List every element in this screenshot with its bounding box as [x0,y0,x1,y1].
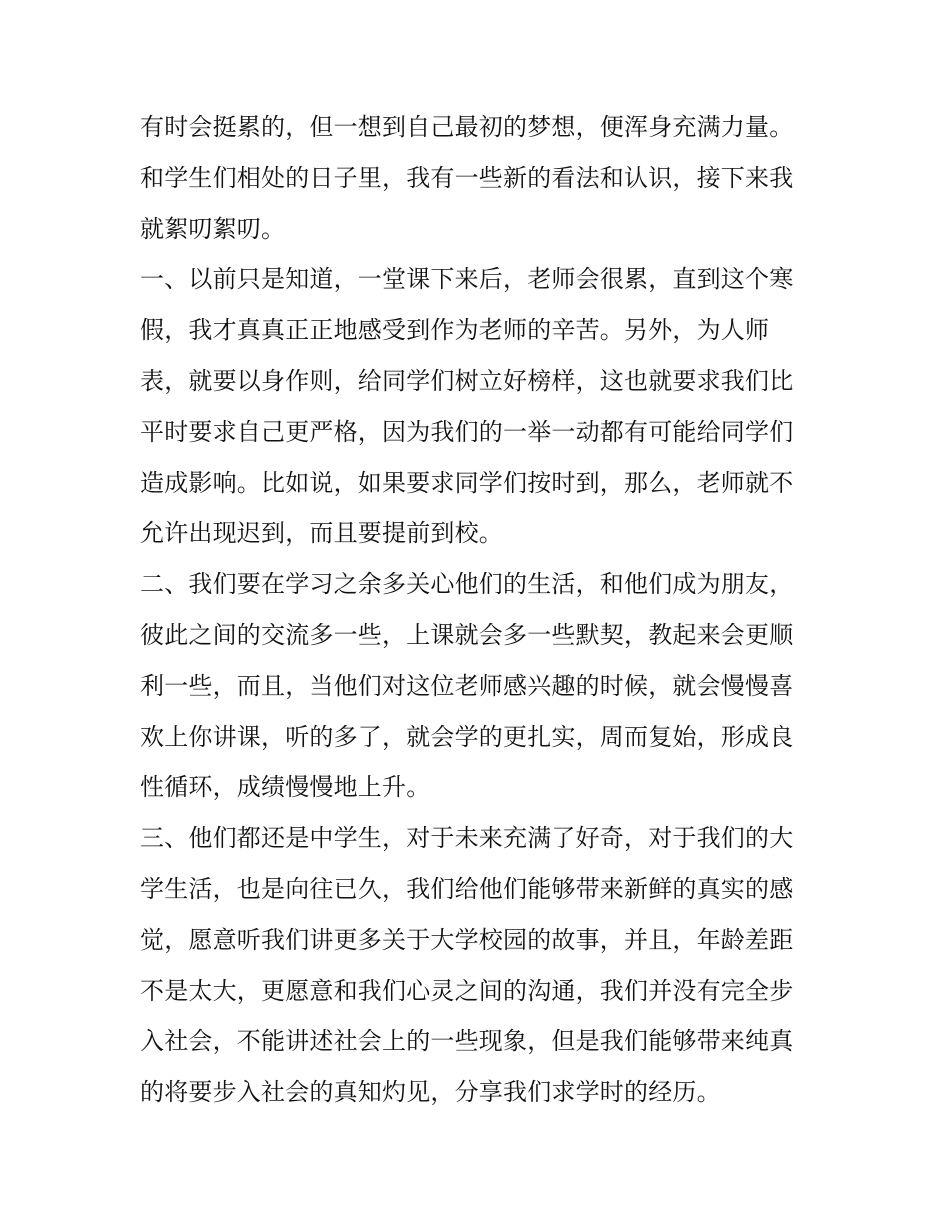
text-line-1: 有时会挺累的，但一想到自己最初的梦想，便浑身充满力量。 [140,113,794,141]
text-line-7: 平时要求自己更严格，因为我们的一举一动都有可能给同学们 [140,417,794,446]
text-line-16: 学生活，也是向往已久，我们给他们能够带来新鲜的真实的感 [140,874,794,903]
text-line-18: 不是太大，更愿意和我们心灵之间的沟通，我们并没有完全步 [140,976,794,1005]
text-line-15: 三、他们都还是中学生，对于未来充满了好奇，对于我们的大 [140,824,794,853]
text-line-9: 允许出现迟到，而且要提前到校。 [140,519,503,548]
text-line-12: 利一些，而且，当他们对这位老师感兴趣的时候，就会慢慢喜 [140,671,794,700]
text-line-4: 一、以前只是知道，一堂课下来后，老师会很累，直到这个寒 [140,265,794,294]
text-line-2: 和学生们相处的日子里，我有一些新的看法和认识，接下来我 [140,163,794,192]
text-line-6: 表，就要以身作则，给同学们树立好榜样，这也就要求我们比 [140,366,794,395]
text-line-13: 欢上你讲课，听的多了，就会学的更扎实，周而复始，形成良 [140,722,794,751]
text-line-3: 就絮叨絮叨。 [140,214,286,243]
text-line-20: 的将要步入社会的真知灼见，分享我们求学时的经历。 [140,1078,721,1107]
body-text [140,102,820,1118]
text-line-8: 造成影响。比如说，如果要求同学们按时到，那么，老师就不 [140,468,794,497]
text-line-10: 二、我们要在学习之余多关心他们的生活，和他们成为朋友， [140,570,794,599]
text-line-17: 觉，愿意听我们讲更多关于大学校园的故事，并且，年龄差距 [140,925,794,954]
text-line-14: 性循环，成绩慢慢地上升。 [140,773,431,802]
text-line-19: 入社会，不能讲述社会上的一些现象，但是我们能够带来纯真 [140,1027,794,1056]
text-line-5: 假，我才真真正正地感受到作为老师的辛苦。另外，为人师 [140,316,770,345]
text-line-11: 彼此之间的交流多一些，上课就会多一些默契，教起来会更顺 [140,620,794,649]
